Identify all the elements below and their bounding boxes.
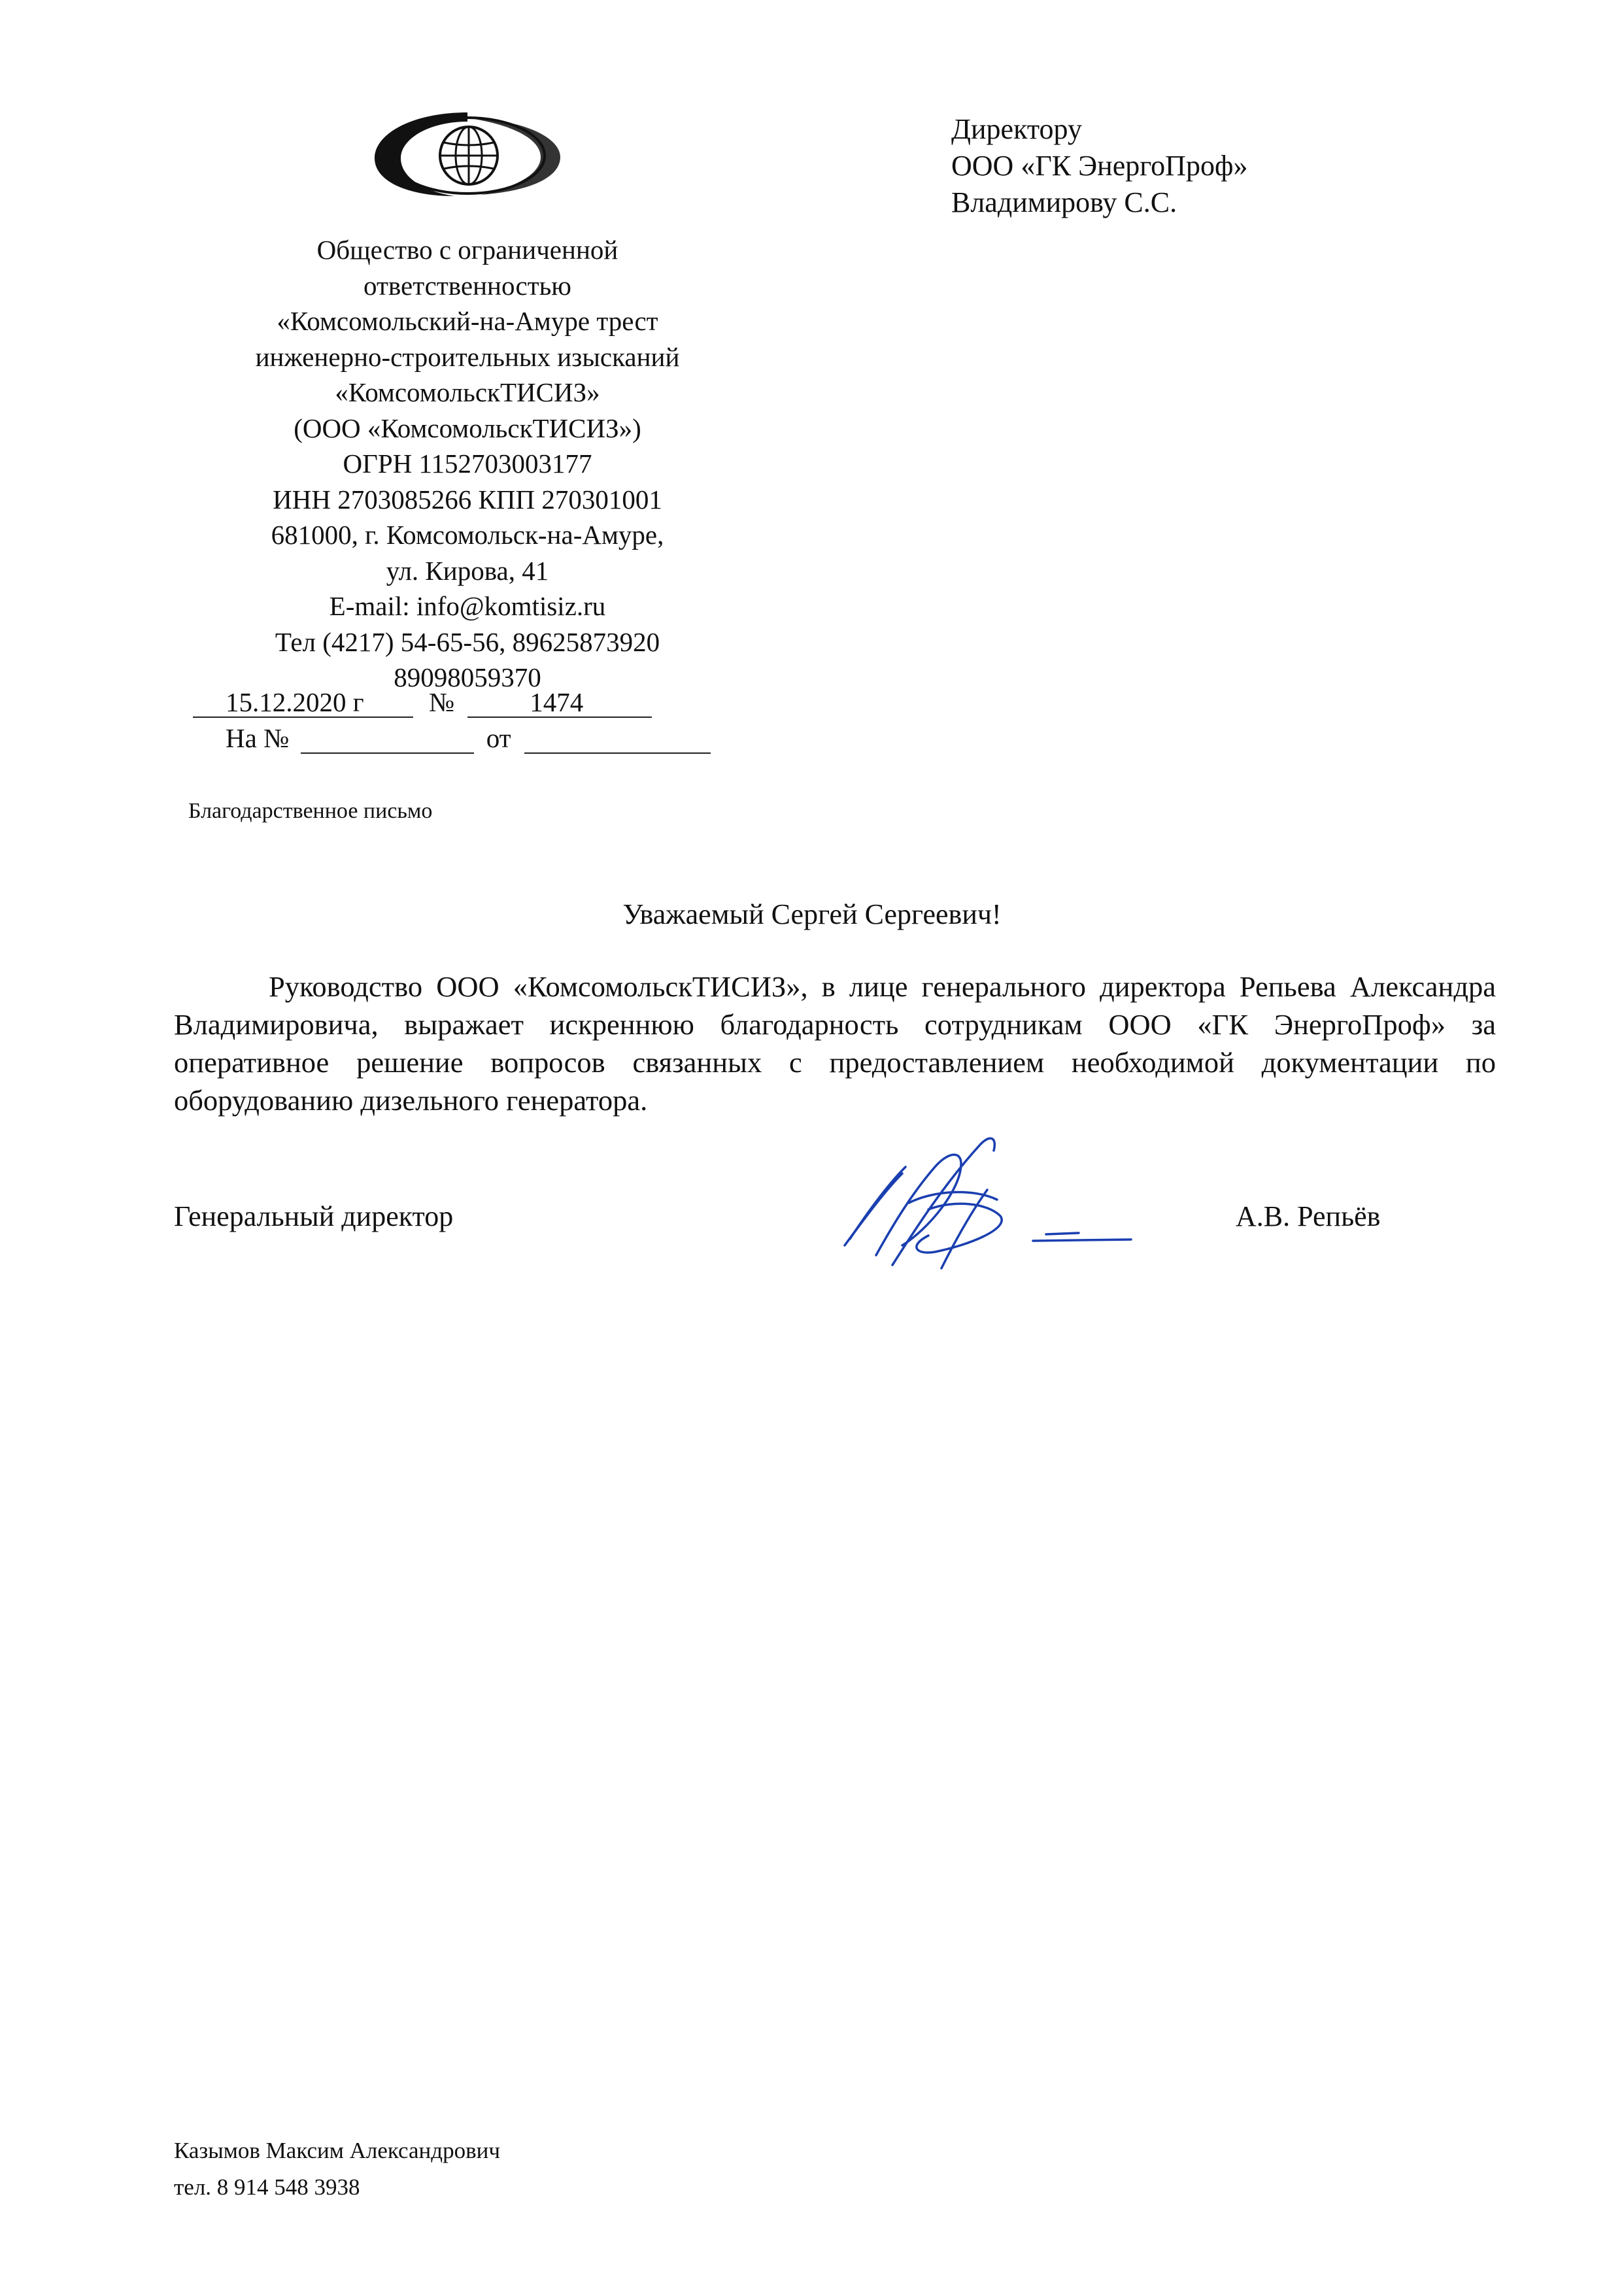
- registration-reference: [226, 722, 788, 754]
- outgoing-date: 15.12.2020 г: [193, 688, 413, 718]
- letter-body: Руководство ООО «КомсомольскТИСИЗ», в лице генерального директора Репьева Александра Владимировича, выражает искреннюю благодарность сотрудникам ООО «ГК ЭнергоПроф» за оперативное решение вопросов связанных с предоставлением необходимой документации по оборудованию дизельного генератора.: [174, 970, 1496, 1117]
- org-detail-line: ул. Кирова, 41: [386, 555, 549, 586]
- registration-date-number: [193, 686, 755, 718]
- from-label: от: [486, 723, 511, 753]
- org-detail-line: инженерно-строительных изысканий: [255, 341, 680, 372]
- org-detail-line: ОГРН 1152703003177: [343, 448, 592, 479]
- executor-phone: тел. 8 914 548 3938: [174, 2174, 360, 2200]
- globe-oval-logo-icon: [369, 105, 566, 203]
- org-detail-line: «КомсомольскТИСИЗ»: [335, 377, 600, 407]
- reference-number-blank: [301, 724, 474, 754]
- signatory-name: А.В. Репьёв: [1236, 1200, 1381, 1232]
- org-detail-line: E-mail: info@komtisiz.ru: [329, 591, 606, 621]
- org-detail-line: 89098059370: [394, 662, 541, 692]
- org-detail-line: 681000, г. Комсомольск-на-Амуре,: [271, 520, 664, 550]
- org-detail-line: Общество с ограниченной: [316, 235, 618, 265]
- company-logo: [369, 105, 566, 203]
- signature-icon: [830, 1111, 1144, 1281]
- reference-label: На №: [226, 723, 290, 753]
- reference-date-blank: [524, 724, 711, 754]
- executor-contact: [174, 2133, 500, 2206]
- recipient-line: ООО «ГК ЭнергоПроф»: [951, 150, 1248, 182]
- outgoing-number: 1474: [467, 688, 652, 718]
- recipient-line: Директору: [951, 113, 1082, 145]
- org-detail-line: ИНН 2703085266 КПП 270301001: [273, 484, 662, 514]
- recipient-block: [951, 111, 1247, 221]
- salutation: Уважаемый Сергей Сергеевич!: [622, 898, 1002, 930]
- executor-name: Казымов Максим Александрович: [174, 2138, 500, 2163]
- number-label: №: [428, 687, 454, 717]
- signatory-title: Генеральный директор: [174, 1200, 454, 1232]
- org-detail-line: ответственностью: [364, 270, 571, 301]
- recipient-line: Владимирову С.С.: [951, 186, 1177, 218]
- org-detail-line: «Комсомольский-на-Амуре трест: [277, 306, 658, 336]
- letter-subject: Благодарственное письмо: [188, 799, 433, 823]
- handwritten-signature: [830, 1111, 1144, 1281]
- organization-details: [177, 232, 758, 696]
- org-detail-line: Тел (4217) 54-65-56, 89625873920: [275, 626, 660, 657]
- org-detail-line: (ООО «КомсомольскТИСИЗ»): [294, 413, 641, 443]
